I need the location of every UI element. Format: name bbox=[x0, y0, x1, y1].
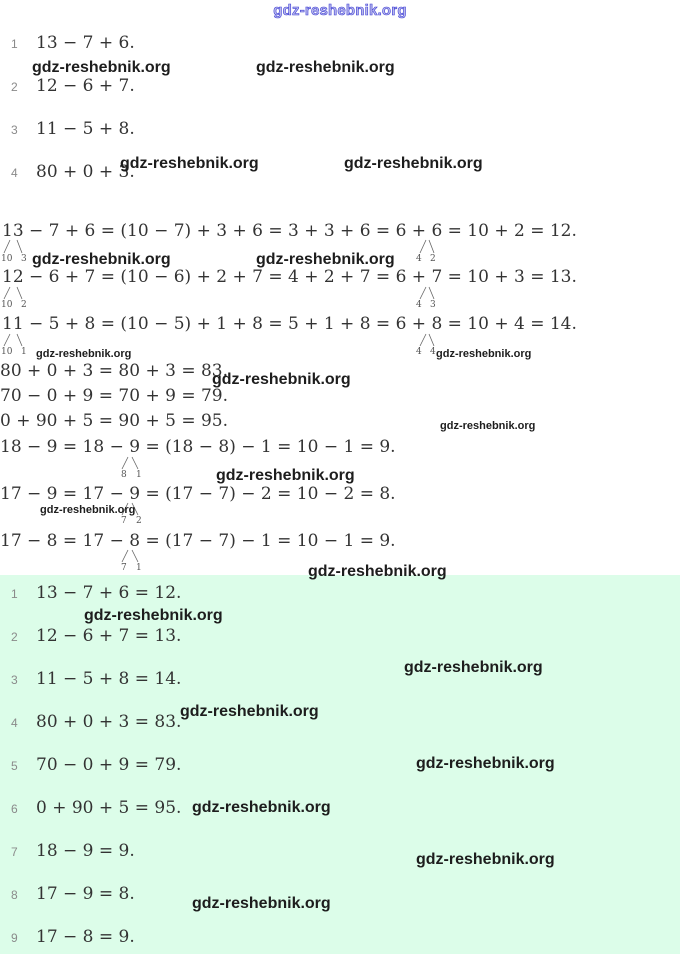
watermark: gdz-reshebnik.org bbox=[416, 755, 555, 772]
item-number: 6 bbox=[11, 802, 18, 816]
item-number: 9 bbox=[11, 931, 18, 945]
solution-line: 11 − 5 + 8 = (10 − 5) + 1 + 8 = 5 + 1 + 8 = 6 + 8 = 10 + 4 = 14. bbox=[2, 314, 577, 334]
watermark: gdz-reshebnik.org bbox=[192, 799, 331, 816]
decomposition-part: 1 bbox=[21, 347, 27, 357]
watermark: gdz-reshebnik.org bbox=[36, 348, 132, 360]
decomposition-part: 2 bbox=[136, 516, 142, 526]
solution-line: 13 − 7 + 6 = (10 − 7) + 3 + 6 = 3 + 3 + 6 = 6 + 6 = 10 + 2 = 12. bbox=[2, 221, 577, 241]
item-number: 1 bbox=[11, 37, 18, 51]
item-number: 2 bbox=[11, 630, 18, 644]
solution-line: 17 − 8 = 17 − 8 = (17 − 7) − 1 = 10 − 1 = 9. bbox=[0, 531, 396, 551]
decomposition-part: 2 bbox=[21, 300, 27, 310]
watermark: gdz-reshebnik.org bbox=[120, 155, 259, 172]
decomposition-part: 4 bbox=[416, 254, 422, 264]
decomposition-part: 3 bbox=[21, 254, 27, 264]
decomposition-part: 3 bbox=[430, 300, 436, 310]
watermark: gdz-reshebnik.org bbox=[40, 504, 136, 516]
watermark: gdz-reshebnik.org bbox=[436, 348, 532, 360]
watermark: gdz-reshebnik.org bbox=[416, 851, 555, 868]
watermark: gdz-reshebnik.org bbox=[308, 563, 447, 580]
solution-line: 18 − 9 = 18 − 9 = (18 − 8) − 1 = 10 − 1 = 9. bbox=[0, 437, 396, 457]
item-expression: 80 + 0 + 3. bbox=[36, 162, 135, 182]
decomposition-part: 10 bbox=[1, 300, 13, 310]
solution-line: 0 + 90 + 5 = 90 + 5 = 95. bbox=[0, 411, 229, 431]
watermark: gdz-reshebnik.org bbox=[256, 251, 395, 268]
solution-line: 17 − 9 = 17 − 9 = (17 − 7) − 2 = 10 − 2 = 8. bbox=[0, 484, 396, 504]
item-expression: 13 − 7 + 6 = 12. bbox=[36, 583, 182, 603]
decomposition-part: 7 bbox=[121, 563, 127, 573]
decomposition-part: 1 bbox=[136, 470, 142, 480]
decomposition-part: 10 bbox=[1, 254, 13, 264]
item-number: 4 bbox=[11, 716, 18, 730]
item-number: 3 bbox=[11, 673, 18, 687]
item-expression: 11 − 5 + 8. bbox=[36, 119, 135, 139]
solution-line: 12 − 6 + 7 = (10 − 6) + 2 + 7 = 4 + 2 + 7 = 6 + 7 = 10 + 3 = 13. bbox=[2, 267, 577, 287]
item-number: 7 bbox=[11, 845, 18, 859]
item-number: 3 bbox=[11, 123, 18, 137]
watermark: gdz-reshebnik.org bbox=[84, 607, 223, 624]
solution-line: 80 + 0 + 3 = 80 + 3 = 83. bbox=[0, 361, 229, 381]
item-expression: 11 − 5 + 8 = 14. bbox=[36, 669, 182, 689]
item-expression: 17 − 8 = 9. bbox=[36, 927, 135, 947]
decomposition-part: 8 bbox=[121, 470, 127, 480]
watermark: gdz-reshebnik.org bbox=[404, 659, 543, 676]
watermark: gdz-reshebnik.org bbox=[344, 155, 483, 172]
watermark: gdz-reshebnik.org bbox=[440, 420, 536, 432]
item-number: 5 bbox=[11, 759, 18, 773]
solution-line: 70 − 0 + 9 = 70 + 9 = 79. bbox=[0, 386, 229, 406]
item-number: 4 bbox=[11, 166, 18, 180]
decomposition-part: 1 bbox=[136, 563, 142, 573]
watermark: gdz-reshebnik.org bbox=[212, 371, 351, 388]
decomposition-part: 4 bbox=[430, 347, 436, 357]
watermark: gdz-reshebnik.org bbox=[32, 59, 171, 76]
decomposition-part: 4 bbox=[416, 347, 422, 357]
decomposition-part: 7 bbox=[121, 516, 127, 526]
watermark: gdz-reshebnik.org bbox=[180, 703, 319, 720]
decomposition-part: 2 bbox=[430, 254, 436, 264]
item-expression: 18 − 9 = 9. bbox=[36, 841, 135, 861]
watermark: gdz-reshebnik.org bbox=[256, 59, 395, 76]
item-expression: 17 − 9 = 8. bbox=[36, 884, 135, 904]
item-expression: 0 + 90 + 5 = 95. bbox=[36, 798, 182, 818]
decomposition-part: 10 bbox=[1, 347, 13, 357]
decomposition-part: 4 bbox=[416, 300, 422, 310]
watermark: gdz-reshebnik.org bbox=[216, 467, 355, 484]
item-expression: 12 − 6 + 7. bbox=[36, 76, 135, 96]
item-expression: 70 − 0 + 9 = 79. bbox=[36, 755, 182, 775]
item-number: 8 bbox=[11, 888, 18, 902]
item-number: 2 bbox=[11, 80, 18, 94]
item-expression: 13 − 7 + 6. bbox=[36, 33, 135, 53]
watermark: gdz-reshebnik.org bbox=[192, 895, 331, 912]
item-number: 1 bbox=[11, 587, 18, 601]
item-expression: 12 − 6 + 7 = 13. bbox=[36, 626, 182, 646]
site-link[interactable]: gdz-reshebnik.org bbox=[273, 2, 407, 19]
item-expression: 80 + 0 + 3 = 83. bbox=[36, 712, 182, 732]
watermark: gdz-reshebnik.org bbox=[32, 251, 171, 268]
